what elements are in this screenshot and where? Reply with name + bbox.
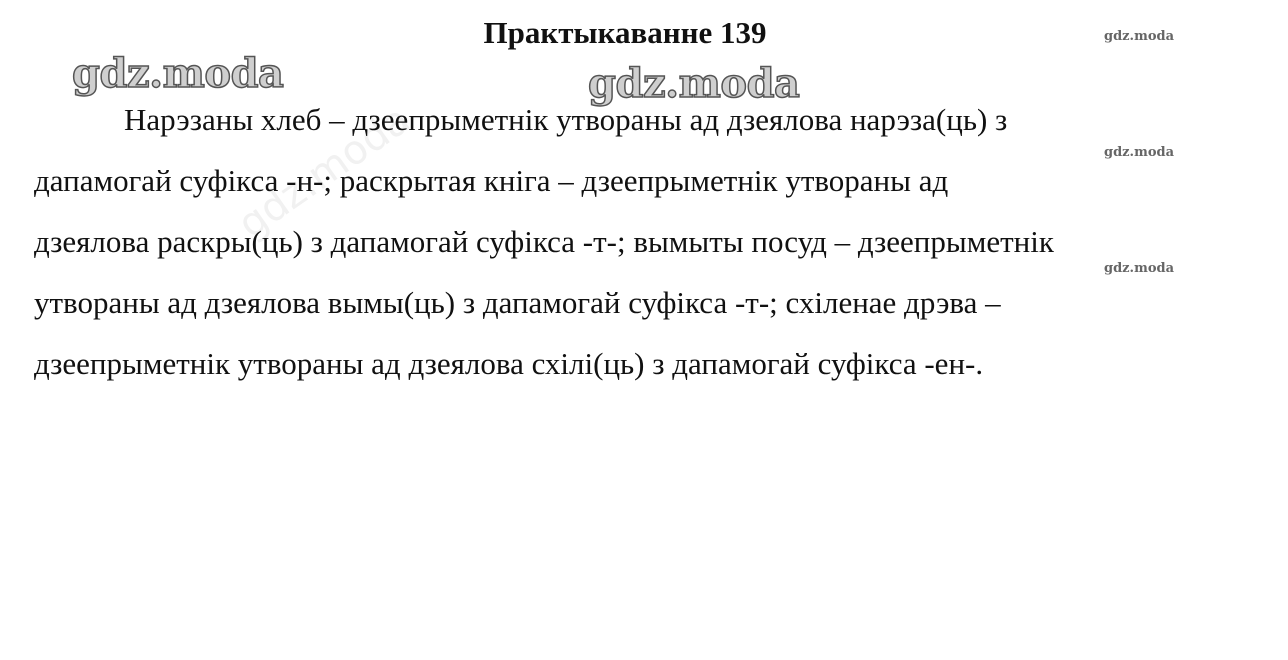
text-line-2: дапамогай суфікса -н-; раскрытая кніга – дзеепрыметнік утвораны ад	[34, 163, 949, 198]
watermark-small-top: gdz.moda	[1104, 29, 1175, 44]
text-line-3: дзеялова раскры(ць) з дапамогай суфікса -т-; вымыты посуд – дзеепрыметнік	[34, 224, 1054, 259]
watermark-large-center: gdz.moda	[588, 60, 800, 107]
watermark-small-bottom: gdz.moda	[1104, 261, 1175, 276]
watermark-large-left: gdz.moda	[72, 50, 284, 97]
text-line-5: дзеепрыметнік утвораны ад дзеялова схілі(ць) з дапамогай суфікса -ен-.	[34, 346, 984, 381]
text-line-4: утвораны ад дзеялова вымы(ць) з дапамогай суфікса -т-; схіленае дрэва –	[34, 285, 1001, 320]
watermark-small-middle: gdz.moda	[1104, 145, 1175, 160]
text-line-1: Нарэзаны хлеб – дзеепрыметнік утвораны ад дзеялова нарэза(ць) з	[124, 102, 1008, 137]
watermark-diagonal: gdz.moda	[230, 96, 419, 248]
page-title: Практыкаванне 139	[483, 15, 767, 50]
